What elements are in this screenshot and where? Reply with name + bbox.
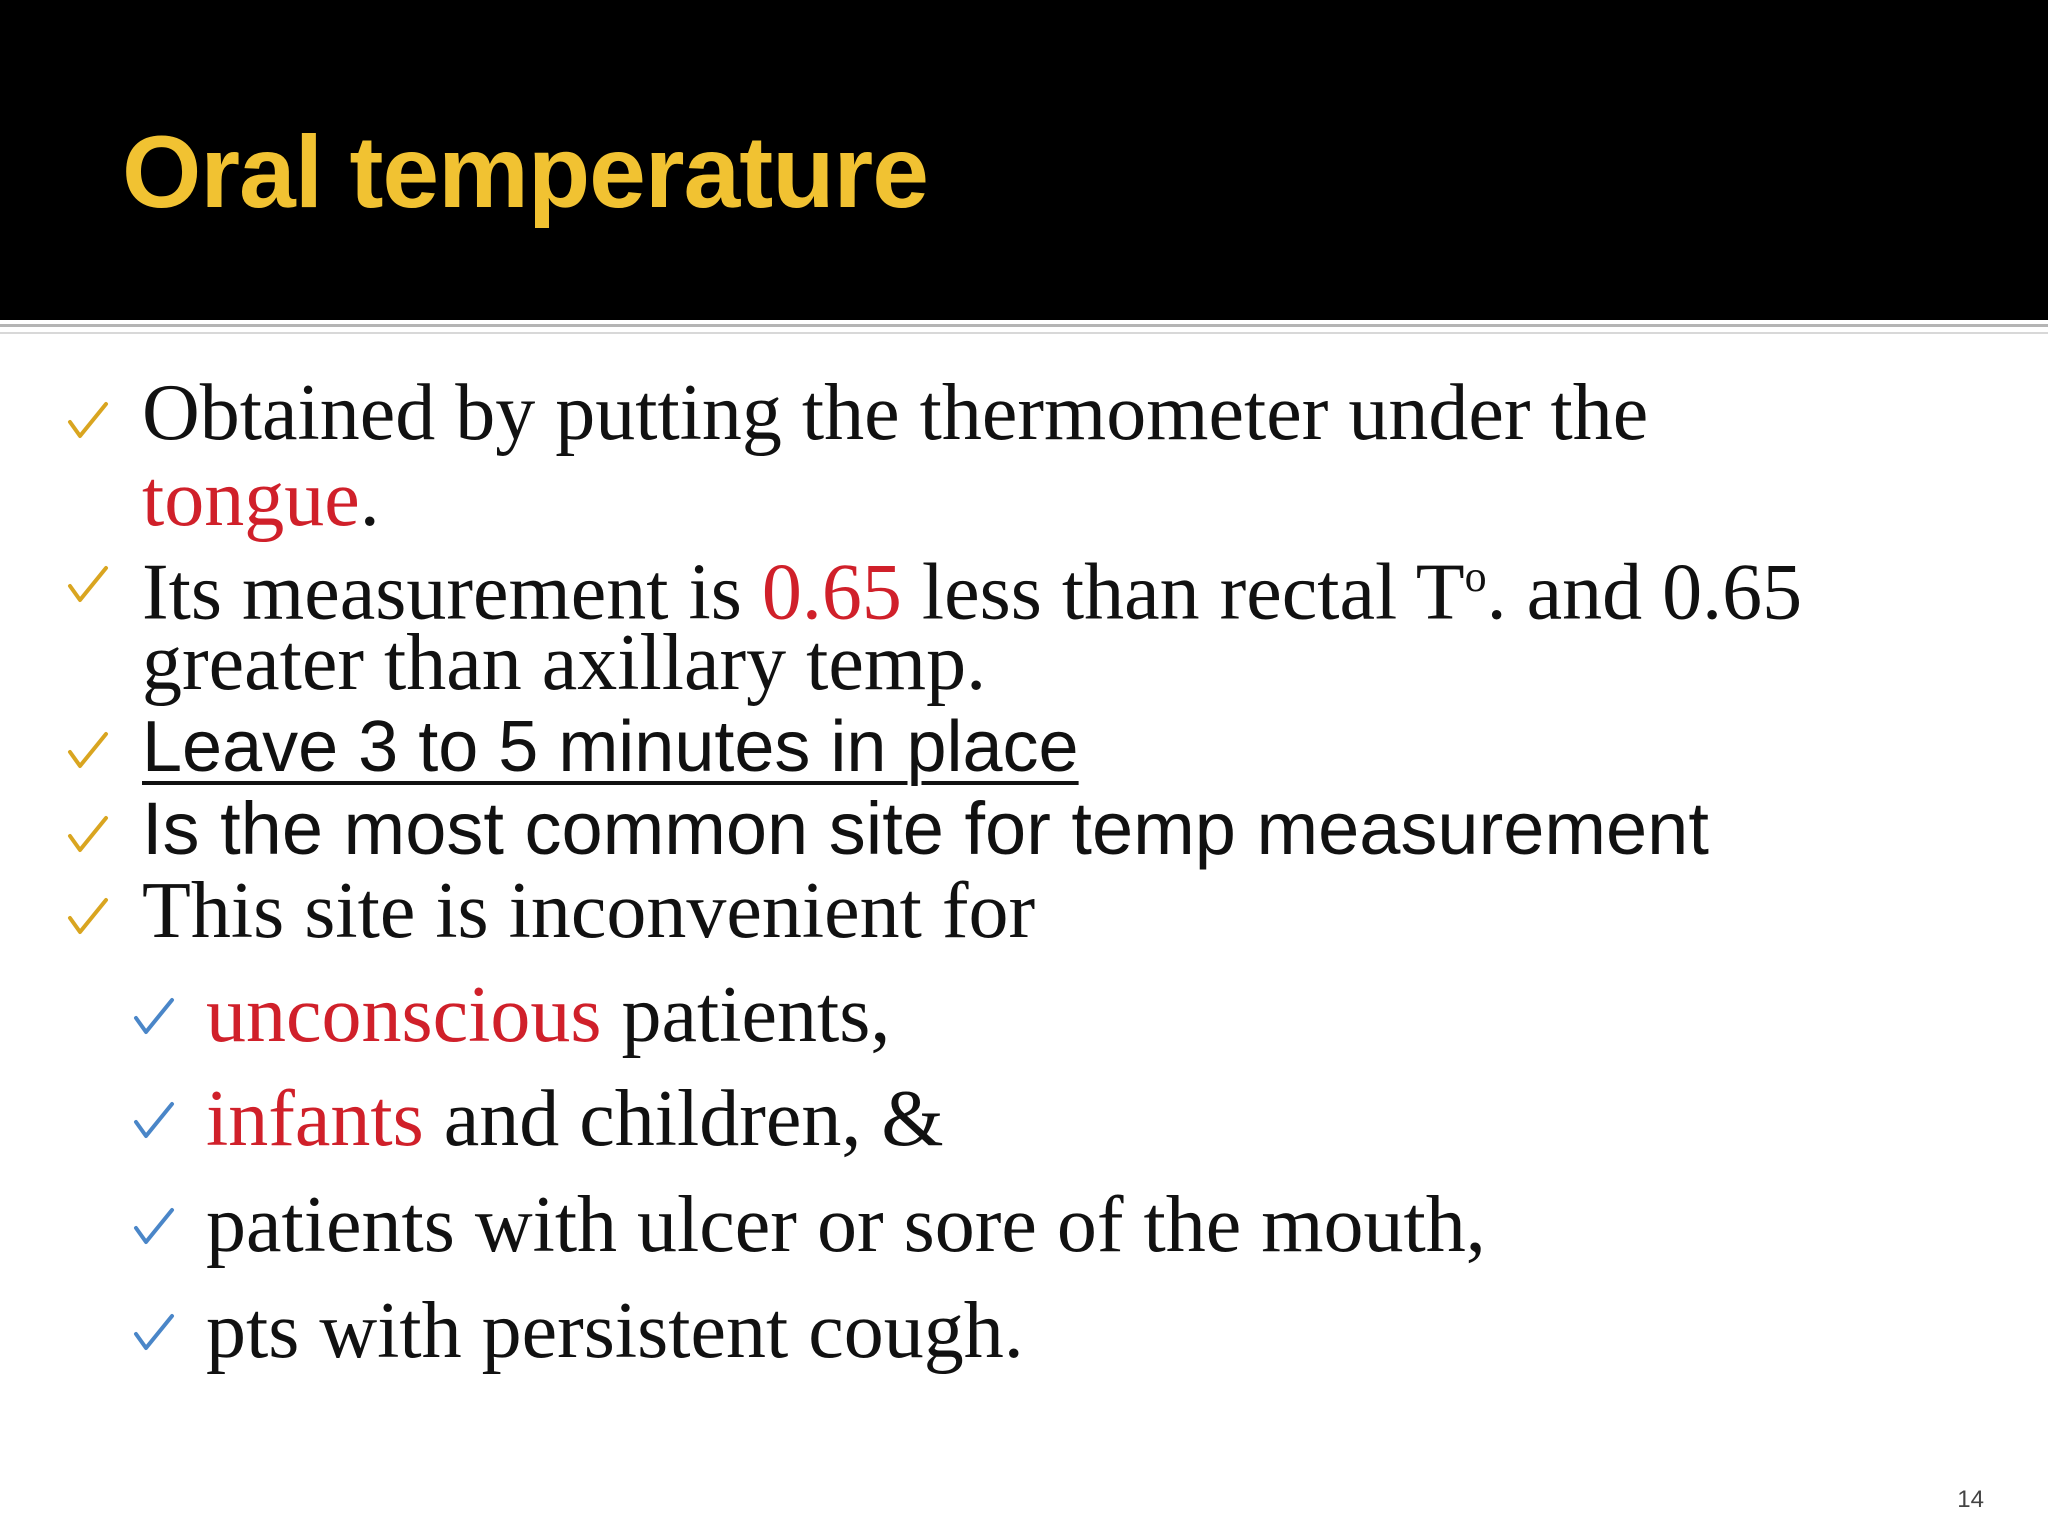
highlight-tongue: tongue	[142, 455, 360, 543]
checkmark-icon	[66, 398, 110, 442]
divider-line	[0, 324, 2048, 327]
checkmark-icon	[66, 812, 110, 856]
checkmark-icon	[132, 994, 176, 1038]
sub-bullet-2: infants and children, &	[206, 1075, 944, 1163]
bullet-1-line-1: Obtained by putting the thermometer under the	[142, 369, 1649, 457]
sub-bullet-3: patients with ulcer or sore of the mouth,	[206, 1181, 1486, 1269]
checkmark-icon	[66, 728, 110, 772]
bullet-5: This site is inconvenient for	[142, 867, 1036, 955]
page-number: 14	[1957, 1486, 1984, 1513]
bullet-4: Is the most common site for temp measurement	[142, 787, 1709, 870]
bullet-2-line-1: Its measurement is 0.65 less than rectal $T^o$. and 0.65	[142, 548, 1803, 637]
sub-bullet-4: pts with persistent cough.	[206, 1287, 1024, 1375]
checkmark-icon	[66, 562, 110, 606]
sub-bullet-1: unconscious patients,	[206, 971, 891, 1059]
bullet-1-line-2: tongue.	[142, 455, 380, 543]
title-bar	[0, 0, 2048, 320]
checkmark-icon	[66, 894, 110, 938]
checkmark-icon	[132, 1310, 176, 1354]
highlight-value: 0.65	[761, 548, 902, 637]
bullet-2-line-2: greater than axillary temp.	[142, 619, 987, 707]
slide-title: Oral temperature	[122, 115, 928, 229]
divider-line-secondary	[0, 332, 2048, 334]
bullet-3: Leave 3 to 5 minutes in place	[142, 707, 1079, 787]
highlight-infants: infants	[206, 1075, 424, 1163]
highlight-unconscious: unconscious	[206, 971, 602, 1059]
checkmark-icon	[132, 1098, 176, 1142]
checkmark-icon	[132, 1204, 176, 1248]
